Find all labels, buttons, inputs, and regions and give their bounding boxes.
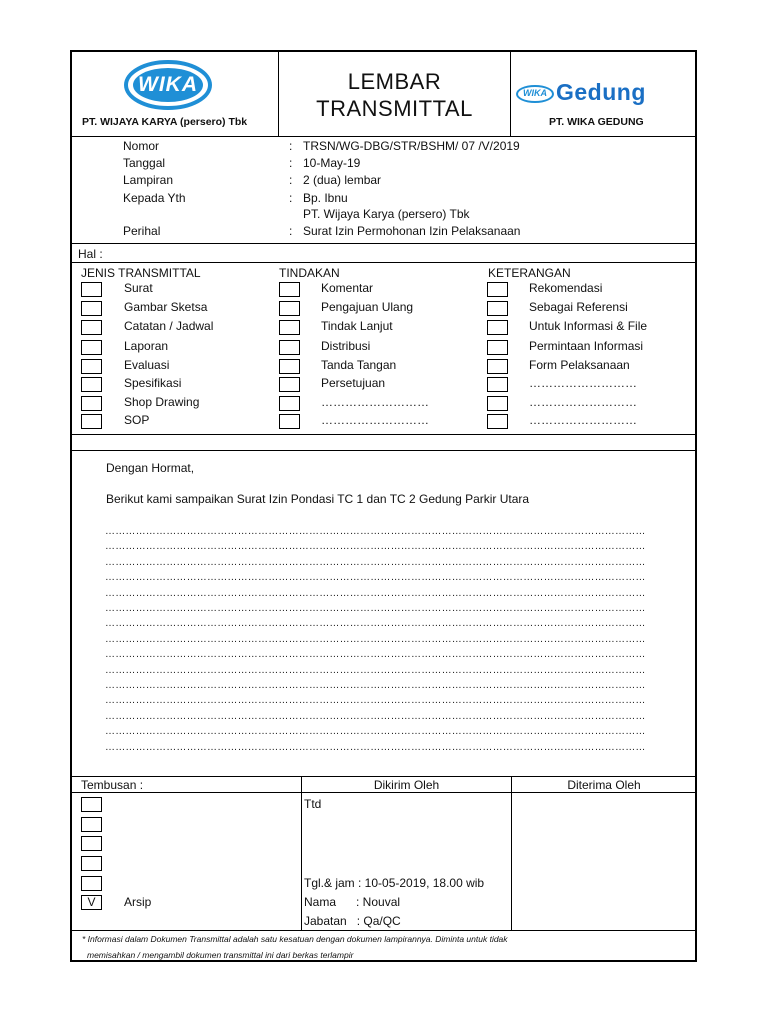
colon-kepada: : — [289, 191, 293, 205]
dotted-line: …………………………………………………………………………………………………………………………………………… — [105, 573, 646, 584]
footer-header-rule — [71, 792, 696, 793]
colon-lampiran: : — [289, 173, 293, 187]
tembusan-checkbox-1[interactable] — [81, 797, 102, 812]
jenis-option-label: Catatan / Jadwal — [124, 319, 214, 333]
footer-divider-1 — [301, 776, 302, 930]
value-lampiran: 2 (dua) lembar — [303, 173, 382, 187]
dotted-line: …………………………………………………………………………………………………………………………………………… — [105, 634, 646, 645]
keterangan-option-label: ……………………… — [529, 395, 637, 409]
dotted-line: …………………………………………………………………………………………………………………………………………… — [105, 742, 646, 753]
tembusan-checkbox-4[interactable] — [81, 856, 102, 871]
tembusan-checkbox-2[interactable] — [81, 817, 102, 832]
label-nomor: Nomor — [123, 139, 160, 153]
colon-perihal: : — [289, 224, 293, 238]
wika-logo — [124, 60, 212, 110]
tgl-jam-text: Tgl.& jam : 10-05-2019, 18.00 wib — [304, 876, 485, 890]
keterangan-option-label: Permintaan Informasi — [529, 339, 644, 353]
keterangan-option-label: Form Pelaksanaan — [529, 358, 630, 372]
header-jenis-transmittal: JENIS TRANSMITTAL — [81, 266, 201, 280]
dotted-line: …………………………………………………………………………………………………………………………………………… — [105, 542, 646, 553]
colon-tanggal: : — [289, 156, 293, 170]
tindakan-option-label: Pengajuan Ulang — [321, 300, 414, 314]
dotted-line: …………………………………………………………………………………………………………………………………………… — [105, 727, 646, 738]
dotted-line: …………………………………………………………………………………………………………………………………………… — [105, 696, 646, 707]
value-kepada: Bp. Ibnu — [303, 191, 348, 205]
value-perihal: Surat Izin Permohonan Izin Pelaksanaan — [303, 224, 521, 238]
jenis-option-label: Shop Drawing — [124, 395, 200, 409]
tembusan-checkbox-3[interactable] — [81, 836, 102, 851]
jenis-checkbox[interactable] — [81, 282, 102, 297]
jenis-checkbox[interactable] — [81, 320, 102, 335]
value-kepada-company: PT. Wijaya Karya (persero) Tbk — [303, 207, 470, 221]
label-kepada: Kepada Yth — [123, 191, 186, 205]
jenis-option-label: Gambar Sketsa — [124, 300, 208, 314]
keterangan-checkbox[interactable] — [487, 301, 508, 316]
keterangan-checkbox[interactable] — [487, 414, 508, 429]
footer-divider-2 — [511, 776, 512, 930]
title-line-2: TRANSMITTAL — [316, 96, 473, 121]
tindakan-checkbox[interactable] — [279, 377, 300, 392]
dotted-line: …………………………………………………………………………………………………………………………………………… — [105, 527, 646, 537]
dotted-line: …………………………………………………………………………………………………………………………………………… — [105, 588, 646, 599]
dotted-line: …………………………………………………………………………………………………………………………………………… — [105, 711, 646, 722]
jenis-checkbox[interactable] — [81, 396, 102, 411]
jenis-option-label: Evaluasi — [124, 358, 170, 372]
arsip-checkbox[interactable]: V — [81, 895, 102, 910]
value-nomor: TRSN/WG-DBG/STR/BSHM/ 07 /V/2019 — [303, 139, 520, 153]
company-left: PT. WIJAYA KARYA (persero) Tbk — [82, 116, 248, 128]
jenis-option-label: Laporan — [124, 339, 169, 353]
keterangan-option-label: ……………………… — [529, 376, 637, 390]
tindakan-option-label: Tindak Lanjut — [321, 319, 393, 333]
gedung-logo-text: Gedung — [556, 79, 646, 105]
tindakan-option-label: ……………………… — [321, 395, 429, 409]
hal-label: Hal : — [78, 247, 103, 261]
tindakan-checkbox[interactable] — [279, 301, 300, 316]
message-text: Berikut kami sampaikan Surat Izin Pondasi TC 1 dan TC 2 Gedung Parkir Utara — [106, 492, 530, 506]
tembusan-label: Tembusan : — [81, 778, 144, 792]
checklist-bottom-rule-2 — [71, 450, 696, 451]
tindakan-option-label: Distribusi — [321, 339, 371, 353]
label-perihal: Perihal — [123, 224, 161, 238]
keterangan-checkbox[interactable] — [487, 359, 508, 374]
page-title — [279, 68, 510, 122]
keterangan-checkbox[interactable] — [487, 377, 508, 392]
keterangan-option-label: Rekomendasi — [529, 281, 603, 295]
nama-text: Nama : Nouval — [304, 895, 401, 909]
tindakan-checkbox[interactable] — [279, 414, 300, 429]
tembusan-checkbox-5[interactable] — [81, 876, 102, 891]
dotted-line: …………………………………………………………………………………………………………………………………………… — [105, 681, 646, 691]
keterangan-option-label: ……………………… — [529, 413, 637, 427]
tindakan-checkbox[interactable] — [279, 282, 300, 297]
jenis-checkbox[interactable] — [81, 414, 102, 429]
footnote-line-1: * Informasi dalam Dokumen Transmittal adalah satu kesatuan dengan dokumen lampirannya. Diminta untuk tidak — [82, 934, 508, 944]
dotted-line: …………………………………………………………………………………………………………………………………………… — [105, 665, 646, 676]
jenis-checkbox[interactable] — [81, 377, 102, 392]
colon-nomor: : — [289, 139, 293, 153]
header-divider-right — [510, 51, 511, 137]
tindakan-option-label: Komentar — [321, 281, 374, 295]
tindakan-checkbox[interactable] — [279, 340, 300, 355]
keterangan-checkbox[interactable] — [487, 282, 508, 297]
jenis-option-label: SOP — [124, 413, 150, 427]
header-tindakan: TINDAKAN — [279, 266, 340, 280]
jenis-option-label: Surat — [124, 281, 153, 295]
wika-small-text: WIKA — [523, 88, 547, 98]
title-line-1: LEMBAR — [347, 69, 442, 94]
dotted-line: …………………………………………………………………………………………………………………………………………… — [105, 650, 646, 661]
dotted-line: …………………………………………………………………………………………………………………………………………… — [105, 557, 646, 568]
wika-logo-text: WIKA — [138, 73, 198, 96]
greeting-text: Dengan Hormat, — [106, 461, 195, 475]
dotted-line: …………………………………………………………………………………………………………………………………………… — [105, 619, 646, 630]
company-right: PT. WIKA GEDUNG — [549, 116, 644, 128]
tindakan-option-label: Persetujuan — [321, 376, 386, 390]
keterangan-checkbox[interactable] — [487, 340, 508, 355]
label-lampiran: Lampiran — [123, 173, 174, 187]
tindakan-checkbox[interactable] — [279, 359, 300, 374]
value-tanggal: 10-May-19 — [303, 156, 361, 170]
note-top-rule — [71, 930, 696, 931]
header-keterangan: KETERANGAN — [488, 266, 571, 280]
hal-bottom-rule — [71, 262, 696, 263]
jenis-checkbox[interactable] — [81, 359, 102, 374]
dikirim-oleh-label: Dikirim Oleh — [373, 778, 440, 792]
dotted-line: …………………………………………………………………………………………………………………………………………… — [105, 604, 646, 614]
checklist-bottom-rule-1 — [71, 434, 696, 435]
keterangan-checkbox[interactable] — [487, 396, 508, 411]
footer-top-rule — [71, 776, 696, 777]
keterangan-option-label: Sebagai Referensi — [529, 300, 628, 314]
jenis-checkbox[interactable] — [81, 340, 102, 355]
jenis-checkbox[interactable] — [81, 301, 102, 316]
wika-gedung-logo — [516, 79, 681, 108]
info-bottom-rule — [71, 243, 696, 244]
ttd-text: Ttd — [304, 797, 322, 811]
header-bottom-rule — [71, 136, 696, 137]
footnote-line-2: memisahkan / mengambil dokumen transmittal ini dari berkas terlampir — [87, 950, 354, 960]
tindakan-option-label: Tanda Tangan — [321, 358, 397, 372]
jabatan-text: Jabatan : Qa/QC — [304, 914, 401, 928]
label-tanggal: Tanggal — [123, 156, 166, 170]
tindakan-checkbox[interactable] — [279, 320, 300, 335]
diterima-oleh-label: Diterima Oleh — [567, 778, 641, 792]
keterangan-option-label: Untuk Informasi & File — [529, 319, 648, 333]
tindakan-option-label: ……………………… — [321, 413, 429, 427]
keterangan-checkbox[interactable] — [487, 320, 508, 335]
arsip-label: Arsip — [124, 895, 152, 909]
tindakan-checkbox[interactable] — [279, 396, 300, 411]
jenis-option-label: Spesifikasi — [124, 376, 182, 390]
